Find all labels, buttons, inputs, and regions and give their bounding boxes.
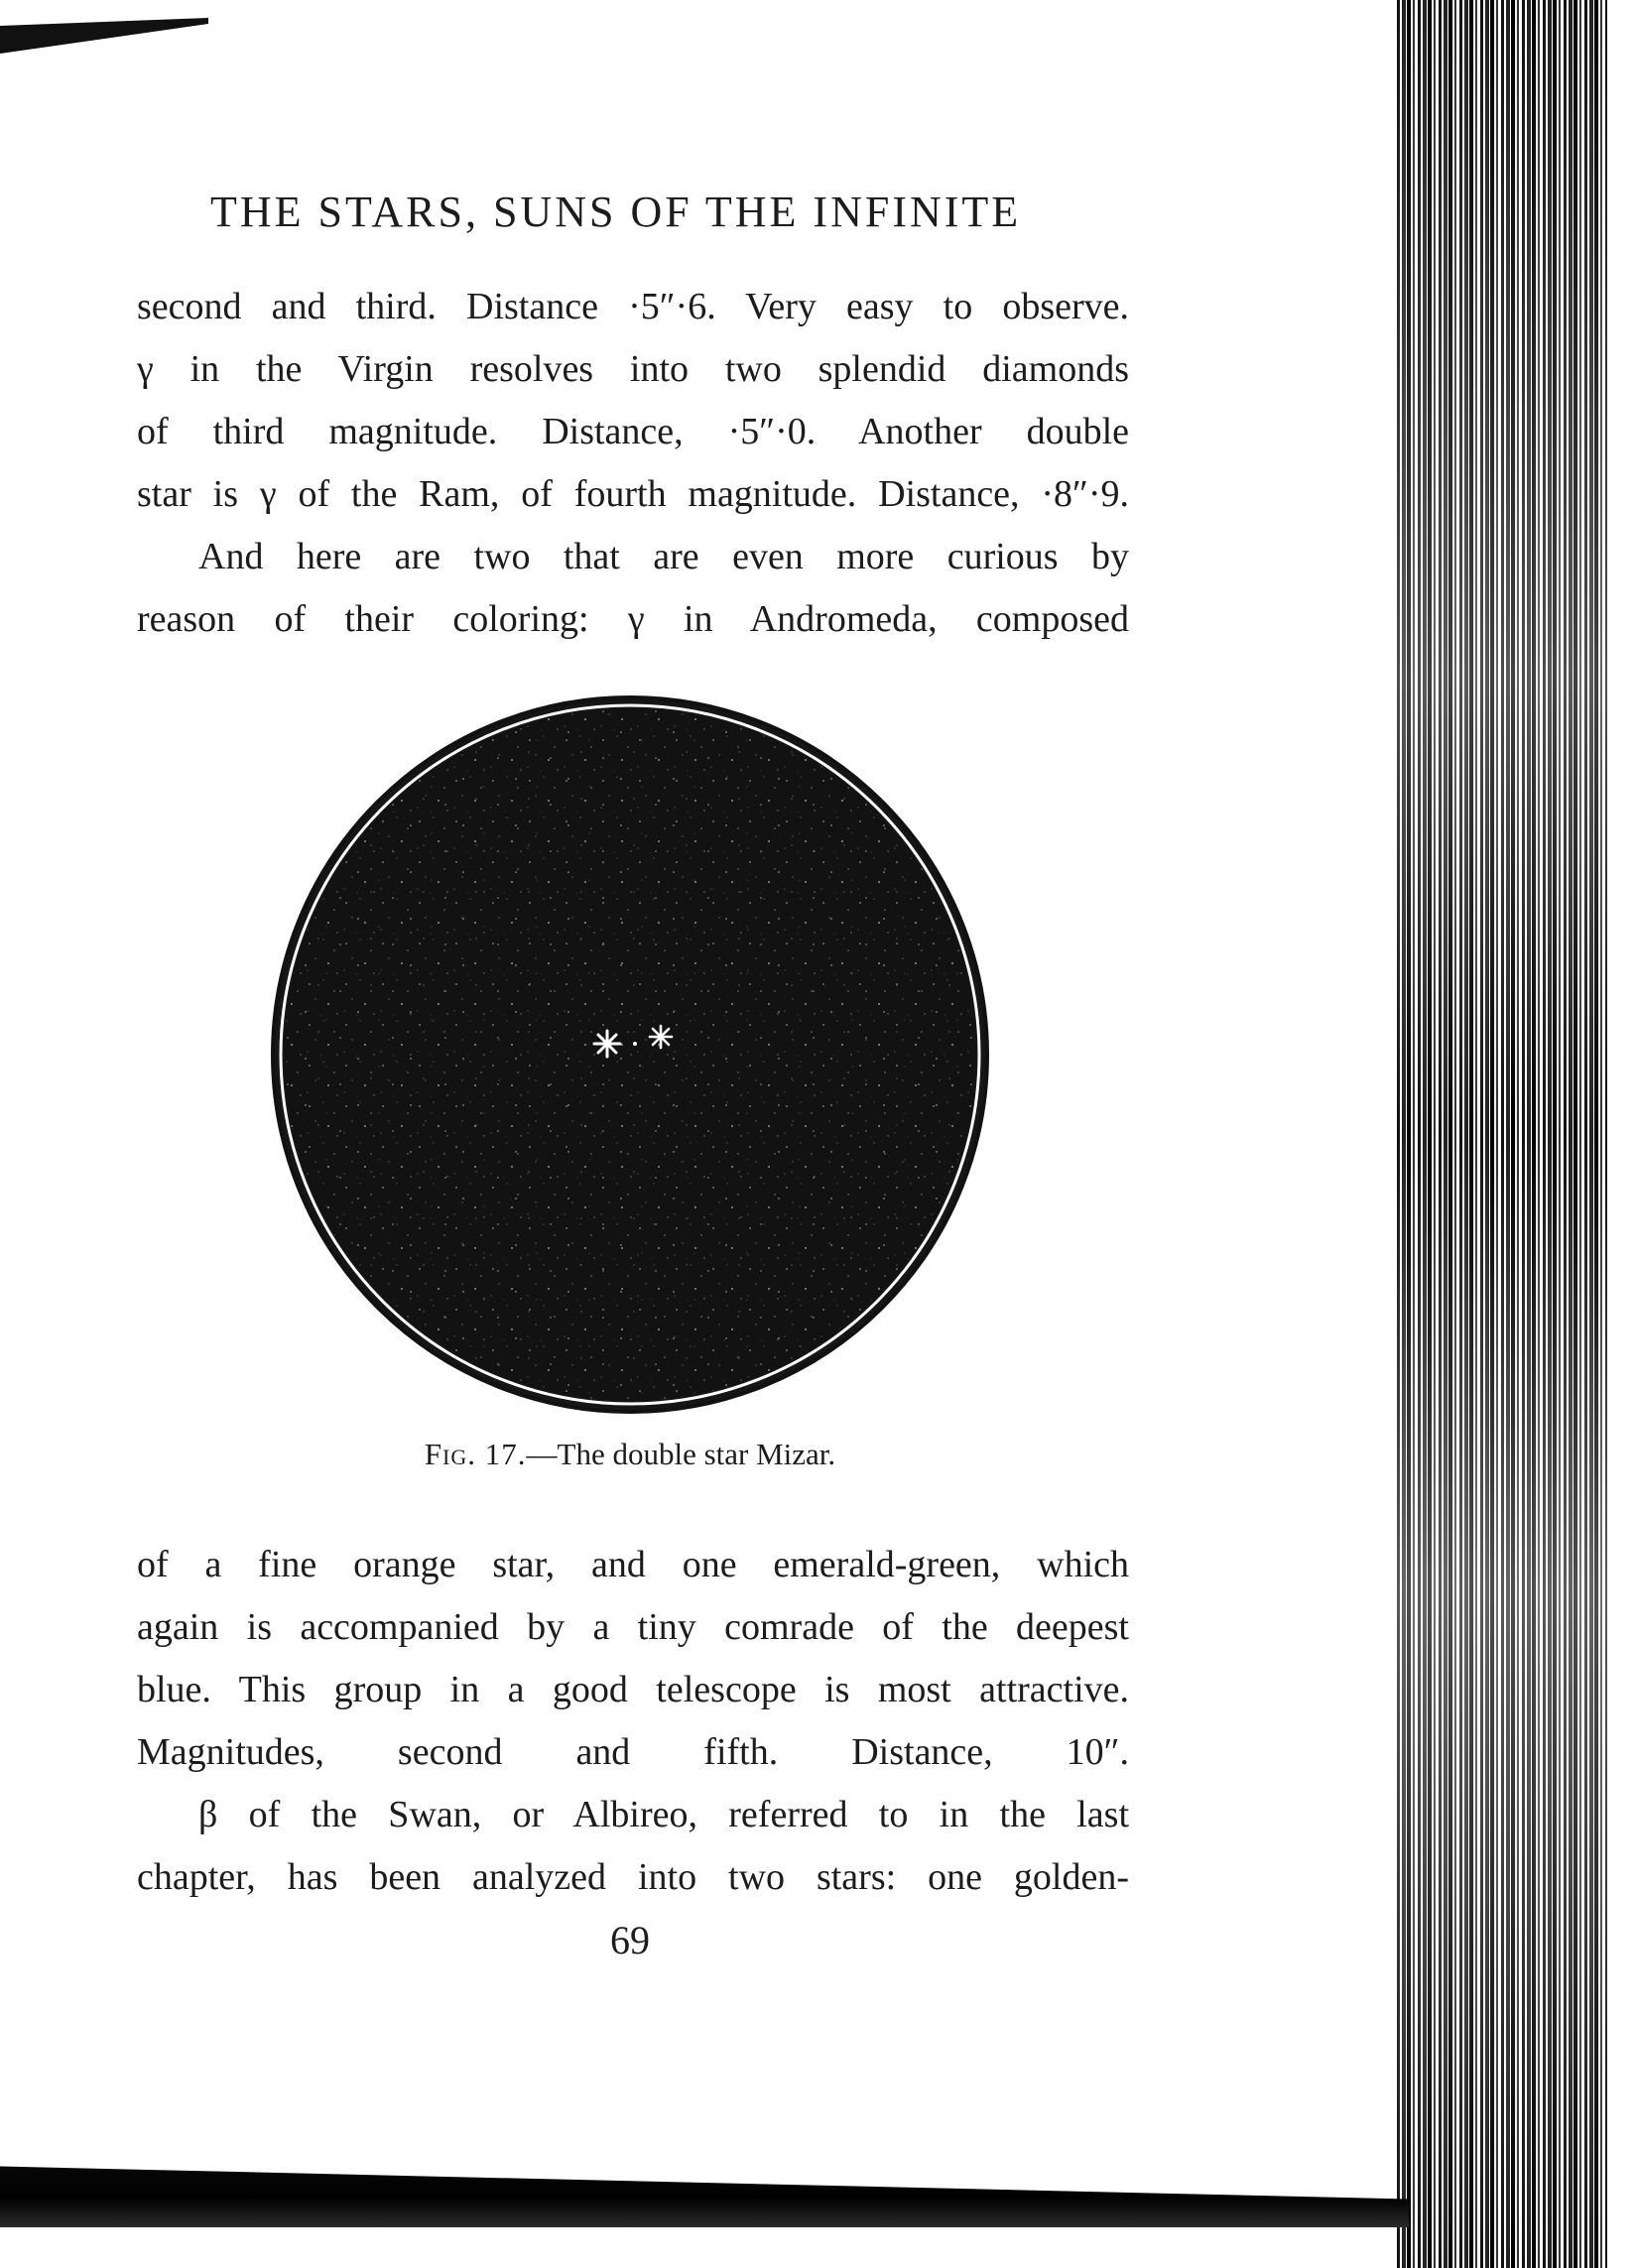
figure-caption-label: Fig. 17.	[424, 1437, 527, 1471]
star-companion	[633, 1042, 637, 1046]
text-line: γ in the Virgin resolves into two splendid diamonds	[137, 348, 1129, 390]
page-number: 69	[610, 1918, 650, 1962]
text-line: chapter, has been analyzed into two stars: one golden-	[137, 1856, 1129, 1898]
text-line: blue. This group in a good telescope is most attractive.	[137, 1669, 1129, 1710]
star-mizar-b	[650, 1026, 672, 1048]
text-line: reason of their coloring: γ in Andromeda, composed	[137, 598, 1129, 640]
telescope-field-stars	[284, 708, 976, 1401]
text-line: of third magnitude. Distance, ·5″·0. Another double	[137, 411, 1129, 452]
corner-tab	[0, 14, 208, 54]
text-line: star is γ of the Ram, of fourth magnitude. Distance, ·8″·9.	[137, 473, 1129, 515]
running-head: THE STARS, SUNS OF THE INFINITE	[210, 188, 1022, 236]
star-mizar-a	[594, 1031, 620, 1057]
paragraph-emerald	[137, 1534, 1129, 1784]
figure-caption	[352, 1437, 908, 1472]
paragraph-continuation	[137, 276, 1129, 526]
mizar-figure	[268, 693, 992, 1417]
text-line: Magnitudes, second and fifth. Distance, 10″.	[137, 1731, 1129, 1773]
bottom-book-edge	[0, 2153, 1409, 2227]
figure-caption-text: —The double star Mizar.	[526, 1437, 836, 1471]
page-edge-shading	[1397, 0, 1607, 2268]
text-line: β of the Swan, or Albireo, referred to in the last	[198, 1794, 1129, 1835]
text-line: second and third. Distance ·5″·6. Very easy to observe.	[137, 286, 1129, 327]
paragraph-albireo	[137, 1784, 1129, 1909]
paragraph-andromeda	[137, 526, 1129, 651]
page-margin-right	[1607, 0, 1636, 2268]
text-line: And here are two that are even more curious by	[198, 536, 1129, 577]
text-line: again is accompanied by a tiny comrade of the deepest	[137, 1606, 1129, 1648]
text-line: of a fine orange star, and one emerald-green, which	[137, 1544, 1129, 1585]
